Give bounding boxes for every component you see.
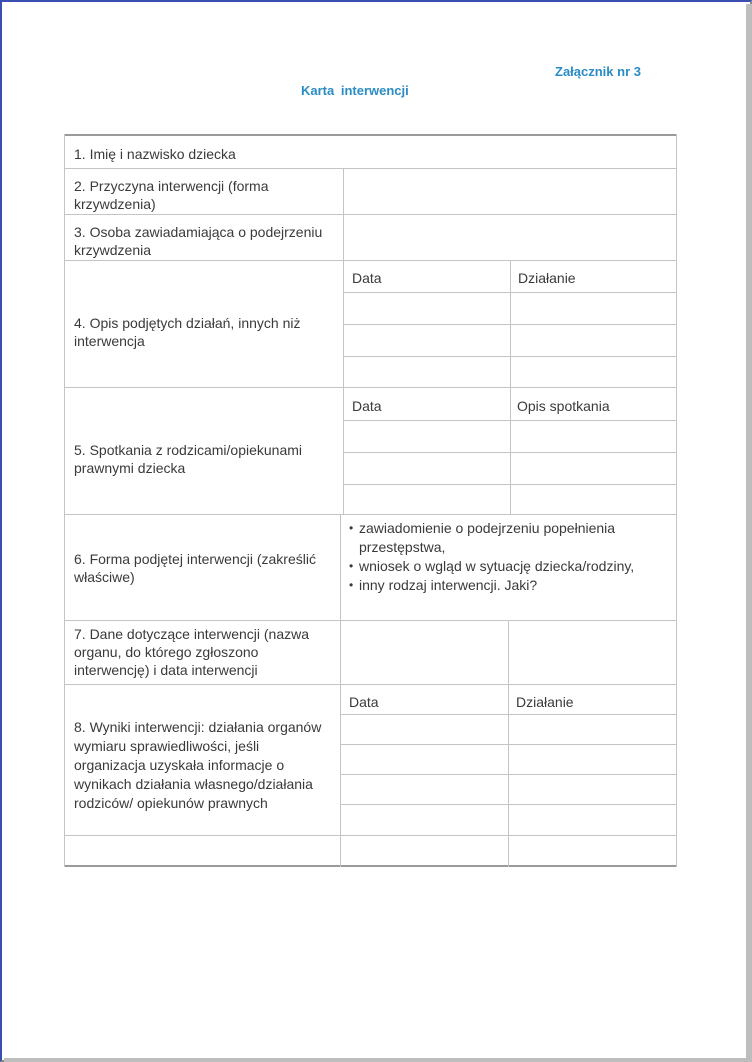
row-5-meeting-header: Opis spotkania — [517, 398, 610, 414]
row-5-date-header: Data — [352, 398, 382, 414]
row-divider — [64, 168, 677, 169]
row-1-label: 1. Imię i nazwisko dziecka — [74, 146, 236, 162]
intervention-option: • wniosek o wgląd w sytuację dziecka/rodziny, — [347, 557, 672, 576]
row-6-label: 6. Forma podjętej interwencji (zakreślić właściwe) — [74, 551, 316, 585]
row-divider — [64, 684, 677, 685]
table-left-border — [64, 134, 65, 867]
annex-label: Załącznik nr 3 — [555, 64, 641, 79]
row-4-date-header: Data — [352, 270, 382, 286]
column-divider — [510, 260, 511, 514]
page-shadow-right — [746, 4, 752, 1062]
column-divider — [508, 620, 509, 867]
intervention-options-list — [347, 519, 672, 595]
row-8-date-header: Data — [349, 694, 379, 710]
column-divider — [340, 514, 341, 867]
intervention-form-table — [64, 134, 677, 867]
row-divider — [64, 387, 677, 388]
row-8-action-header: Działanie — [516, 694, 574, 710]
intervention-option: • inny rodzaj interwencji. Jaki? — [347, 576, 672, 595]
row-divider — [64, 620, 677, 621]
page-shadow-bottom — [4, 1058, 752, 1062]
row-3-label: 3. Osoba zawiadamiająca o podejrzeniu krzywdzenia — [74, 224, 323, 258]
row-7-label: 7. Dane dotyczące interwencji (nazwa organu, do którego zgłoszono interwencję) i data interwencji — [74, 626, 310, 678]
row-divider — [64, 514, 677, 515]
column-divider — [343, 168, 344, 514]
row-5-label: 5. Spotkania z rodzicami/opiekunami prawnymi dziecka — [74, 442, 303, 476]
row-4-label: 4. Opis podjętych działań, innych niż interwencja — [74, 315, 301, 349]
row-8-label: 8. Wyniki interwencji: działania organów wymiaru sprawiedliwości, jeśli organizacja uzyskała informacje o wynikach działania własnego/działania rodziców/ opiekunów prawnych — [74, 719, 322, 811]
table-bottom-border — [64, 865, 677, 867]
row-divider — [64, 214, 677, 215]
intervention-option: • zawiadomienie o podejrzeniu popełnienia przestępstwa, — [347, 519, 672, 557]
row-divider — [64, 835, 677, 836]
row-4-action-header: Działanie — [518, 270, 576, 286]
page-title: Karta interwencji — [301, 83, 409, 98]
table-top-border — [64, 134, 677, 136]
table-right-border — [676, 134, 677, 867]
row-2-label: 2. Przyczyna interwencji (forma krzywdzenia) — [74, 178, 269, 212]
row-divider — [64, 260, 677, 261]
